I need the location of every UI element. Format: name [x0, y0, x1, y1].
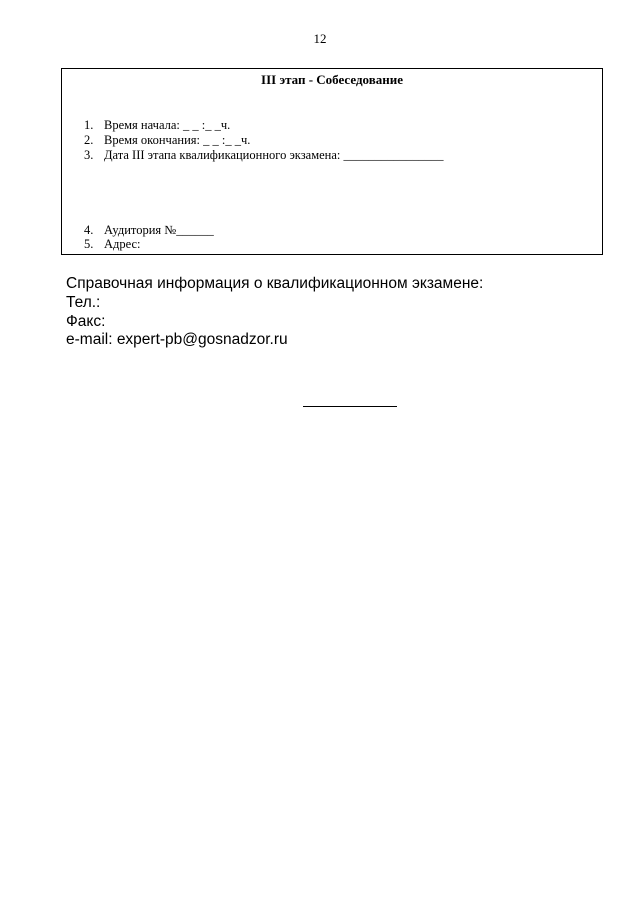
stage-item-start-time	[84, 118, 230, 133]
item-number: 2.	[84, 133, 94, 147]
item-text: Время начала: _ _ :_ _ч.	[104, 118, 231, 132]
stage-item-auditorium	[84, 223, 214, 238]
info-email: e-mail: expert-pb@gosnadzor.ru	[66, 331, 288, 348]
info-fax: Факс:	[66, 313, 106, 330]
item-number: 5.	[84, 237, 94, 251]
item-number: 3.	[84, 148, 94, 162]
stage-box	[61, 68, 603, 255]
page-number: 12	[313, 31, 327, 46]
item-text: Дата III этапа квалификационного экзамена: ________________	[104, 148, 444, 162]
end-divider-line	[303, 406, 397, 407]
item-number: 1.	[84, 118, 94, 132]
item-text: Аудитория №______	[104, 223, 214, 237]
item-text: Время окончания: _ _ :_ _ч.	[104, 133, 251, 147]
stage-item-end-time	[84, 133, 250, 148]
item-number: 4.	[84, 223, 94, 237]
stage-title: III этап - Собеседование	[261, 72, 403, 87]
stage-item-exam-date	[84, 148, 444, 163]
info-phone: Тел.:	[66, 294, 101, 311]
item-text: Адрес:	[104, 237, 141, 251]
stage-item-address	[84, 237, 141, 252]
info-heading: Справочная информация о квалификационном экзамене:	[66, 275, 484, 292]
